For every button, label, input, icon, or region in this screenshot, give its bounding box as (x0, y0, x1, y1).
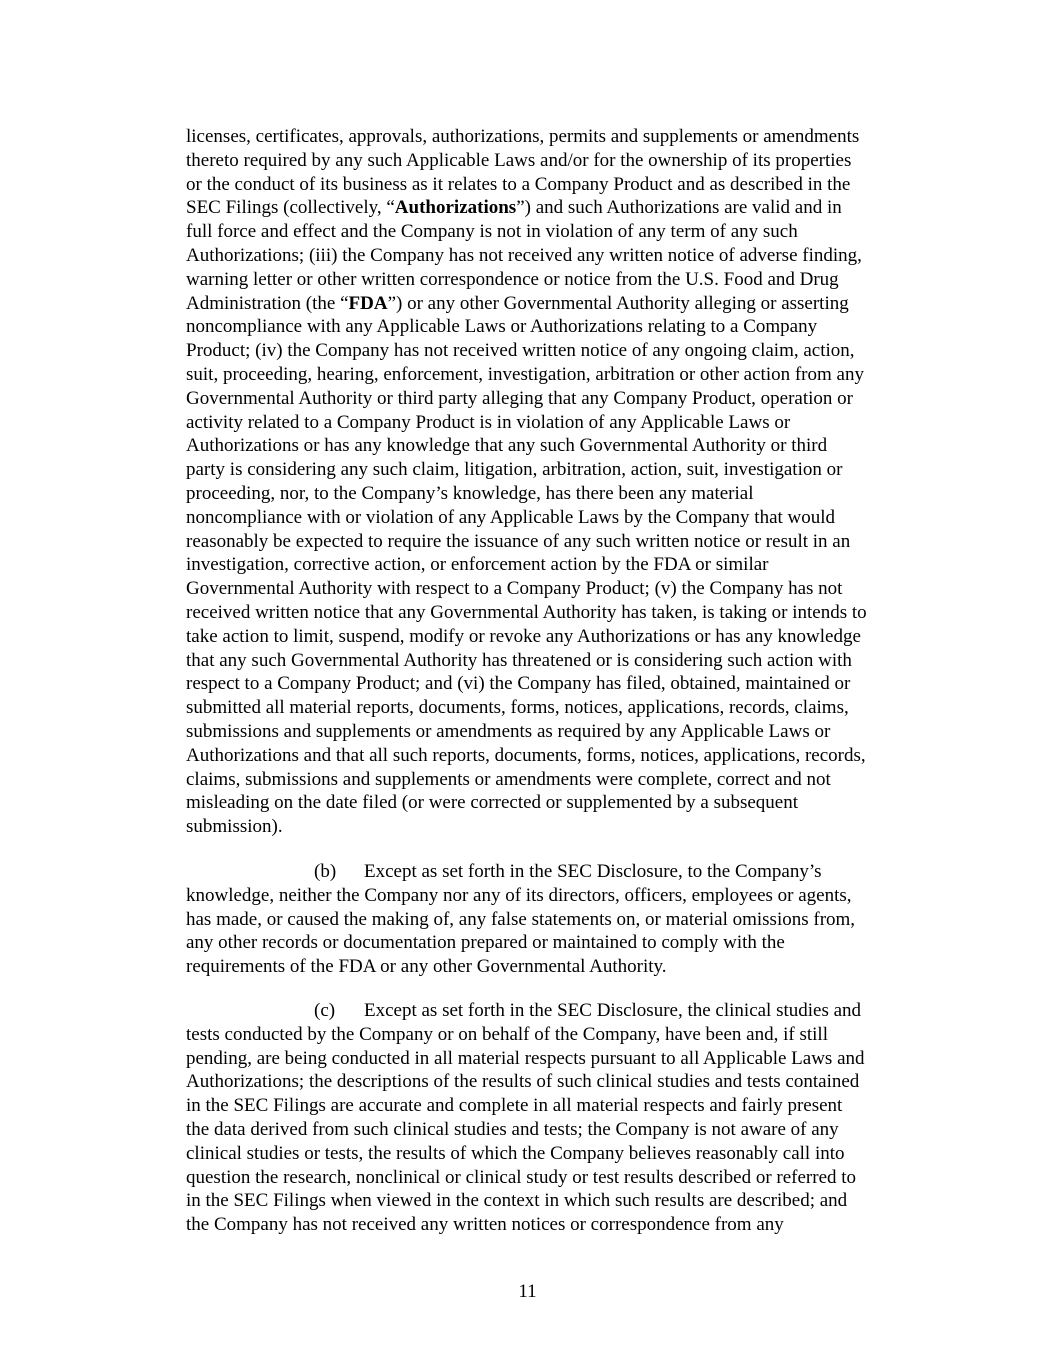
paragraph-c (186, 999, 931, 1237)
text-line: or the conduct of its business as it relates to a Company Product and as described in the (186, 173, 851, 195)
text-line: Governmental Authority with respect to a Company Product; (v) the Company has not (186, 578, 843, 600)
text-line: submission). (186, 816, 283, 838)
text-line: requirements of the FDA or any other Governmental Authority. (186, 956, 667, 978)
text-line: the Company has not received any written notices or correspondence from any (186, 1214, 784, 1236)
defined-term-fda: FDA (348, 292, 388, 314)
text-line (186, 999, 931, 1023)
text-line: Authorizations or has any knowledge that any such Governmental Authority or third (186, 435, 828, 457)
text-line: Authorizations and that all such reports, documents, forms, notices, applications, records, (186, 744, 866, 766)
text-line: Product; (iv) the Company has not received written notice of any ongoing claim, action, (186, 340, 855, 362)
text-line (186, 196, 931, 220)
text-line: tests conducted by the Company or on behalf of the Company, have been and, if still (186, 1023, 828, 1045)
text-line: received written notice that any Governmental Authority has taken, is taking or intends to (186, 601, 867, 623)
paragraph-a (186, 125, 931, 839)
text-line: take action to limit, suspend, modify or revoke any Authorizations or has any knowledge (186, 625, 861, 647)
text-line: in the SEC Filings are accurate and complete in all material respects and fairly present (186, 1095, 843, 1117)
text-line: claims, submissions and supplements or amendments were complete, correct and not (186, 768, 831, 790)
text-line: Authorizations; the descriptions of the results of such clinical studies and tests contained (186, 1071, 860, 1093)
text-line: that any such Governmental Authority has threatened or is considering such action with (186, 649, 852, 671)
defined-term-authorizations: Authorizations (394, 197, 517, 219)
text-run: ”) and such Authorizations are valid and in (516, 197, 842, 219)
text-line: warning letter or other written correspondence or notice from the U.S. Food and Drug (186, 268, 839, 290)
paragraph-marker-c: (c) (314, 1000, 336, 1021)
text-run: SEC Filings (collectively, “ (186, 197, 395, 219)
page-number: 11 (518, 1281, 537, 1302)
text-line: question the research, nonclinical or clinical study or test results described or referred to (186, 1166, 857, 1188)
text-line: Governmental Authority or third party alleging that any Company Product, operation or (186, 387, 853, 409)
text-line: proceeding, nor, to the Company’s knowledge, has there been any material (186, 482, 754, 504)
text-line: pending, are being conducted in all material respects pursuant to all Applicable Laws and (186, 1047, 865, 1069)
text-run: Except as set forth in the SEC Disclosure, the clinical studies and (364, 1000, 862, 1021)
text-line (186, 292, 931, 316)
text-line: clinical studies or tests, the results of which the Company believes reasonably call into (186, 1142, 845, 1164)
text-line: in the SEC Filings when viewed in the context in which such results are described; and (186, 1190, 848, 1212)
text-line: knowledge, neither the Company nor any of its directors, officers, employees or agents, (186, 884, 852, 906)
text-run: ”) or any other Governmental Authority alleging or asserting (387, 292, 849, 314)
text-run: Except as set forth in the SEC Disclosure, to the Company’s (364, 861, 822, 882)
text-line: submitted all material reports, documents, forms, notices, applications, records, claims, (186, 697, 849, 719)
text-line: noncompliance with any Applicable Laws or Authorizations relating to a Company (186, 316, 818, 338)
text-line: misleading on the date filed (or were corrected or supplemented by a subsequent (186, 792, 799, 814)
text-run: Administration (the “ (186, 292, 349, 314)
text-line: Authorizations; (iii) the Company has not received any written notice of adverse finding, (186, 244, 862, 266)
text-line: investigation, corrective action, or enforcement action by the FDA or similar (186, 554, 769, 576)
text-line: reasonably be expected to require the issuance of any such written notice or result in an (186, 530, 851, 552)
text-line: licenses, certificates, approvals, authorizations, permits and supplements or amendments (186, 126, 860, 147)
text-line: full force and effect and the Company is not in violation of any term of any such (186, 221, 798, 243)
text-line: respect to a Company Product; and (vi) the Company has filed, obtained, maintained or (186, 673, 851, 695)
text-line (186, 860, 931, 884)
text-line: activity related to a Company Product is in violation of any Applicable Laws or (186, 411, 791, 433)
text-line: thereto required by any such Applicable Laws and/or for the ownership of its properties (186, 149, 852, 171)
paragraph-marker-b: (b) (314, 861, 337, 882)
text-line: has made, or caused the making of, any false statements on, or material omissions from, (186, 908, 856, 930)
text-line: party is considering any such claim, litigation, arbitration, action, suit, investigation or (186, 459, 843, 481)
text-line: submissions and supplements or amendments as required by any Applicable Laws or (186, 720, 831, 742)
text-line: noncompliance with or violation of any Applicable Laws by the Company that would (186, 506, 836, 528)
text-line: any other records or documentation prepared or maintained to comply with the (186, 932, 785, 954)
text-line: the data derived from such clinical studies and tests; the Company is not aware of any (186, 1118, 839, 1140)
paragraph-b (186, 860, 931, 979)
text-line: suit, proceeding, hearing, enforcement, investigation, arbitration or other action from any (186, 363, 864, 385)
